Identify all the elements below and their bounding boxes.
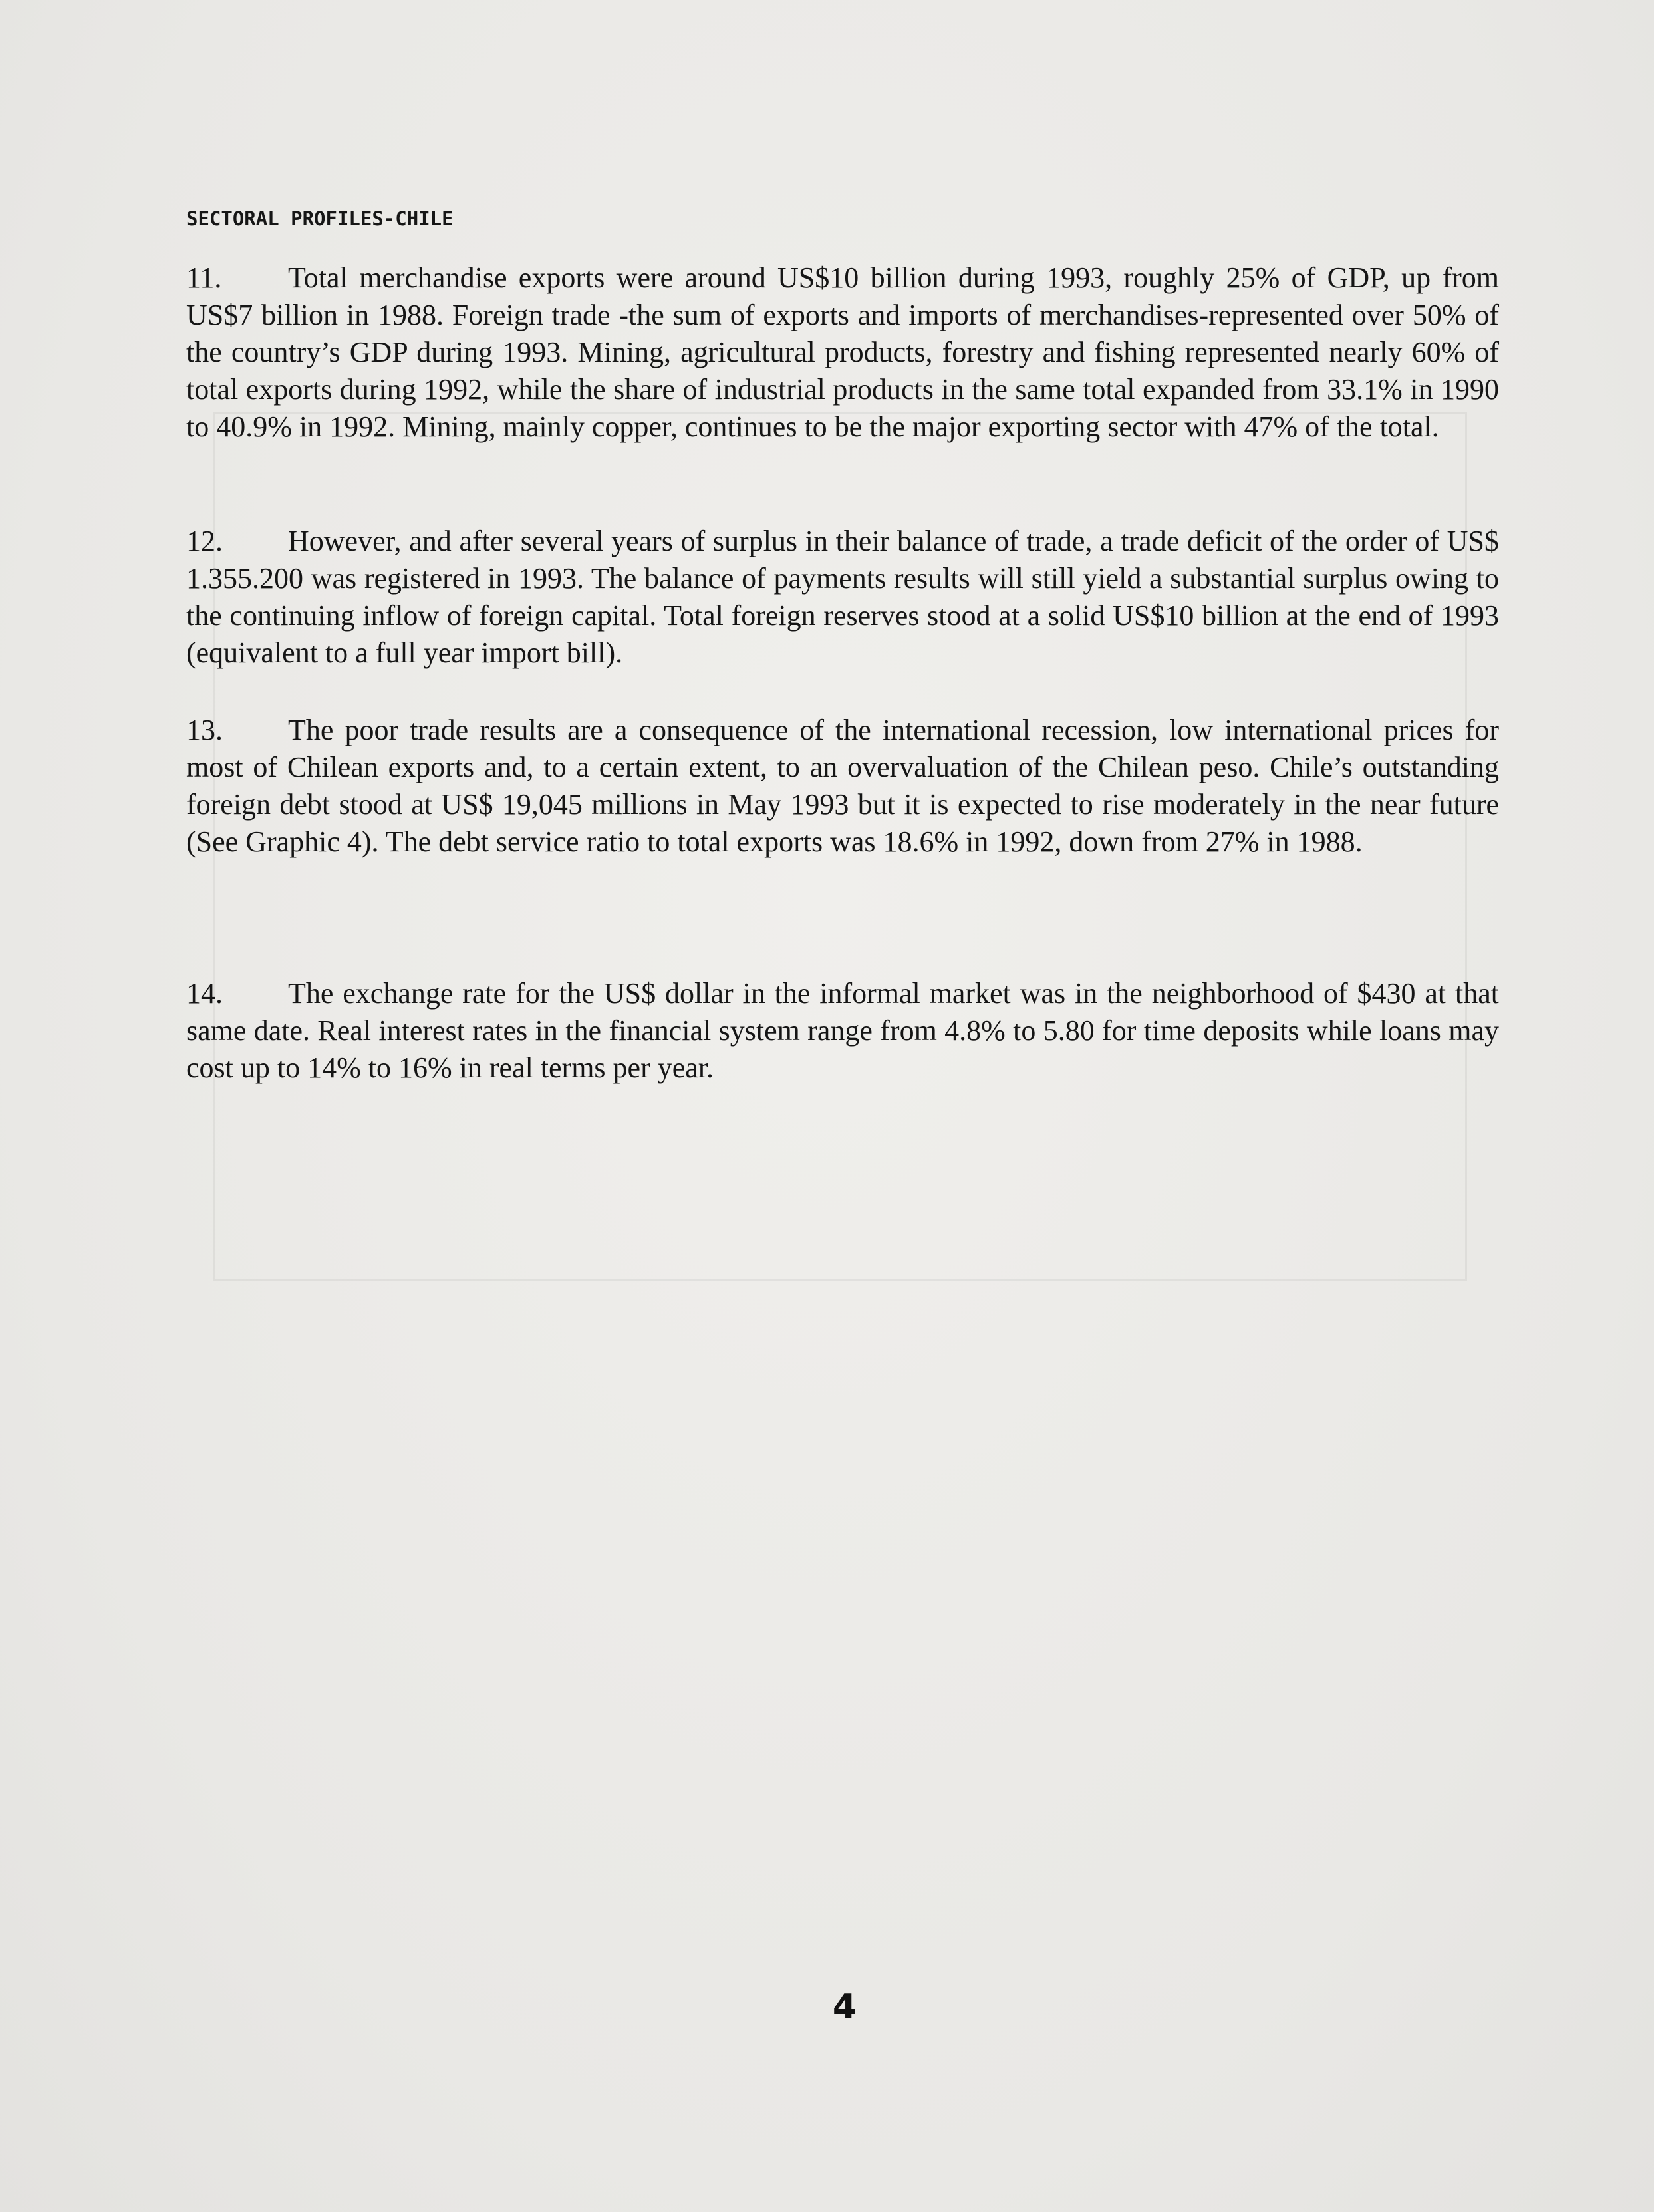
paragraph-number: 14. bbox=[186, 977, 223, 1010]
paragraph-text: However, and after several years of surplus in their balance of trade, a trade deficit of the order of US$ 1.355.200 was registered in 1993. The balance of payments results will still yield a substantial surplus owing to the continuing inflow of foreign capital. Total foreign reserves stood at a solid US$10 billion at the end of 1993 (equivalent to a full year import bill). bbox=[186, 525, 1499, 669]
paragraph-text: The poor trade results are a consequence of the international recession, low international prices for most of Chilean exports and, to a certain extent, to an overvaluation of the Chilean peso. Chile’s outstanding foreign debt stood at US$ 19,045 millions in May 1993 but it is expected to rise moderately in the near future (See Graphic 4). The debt service ratio to total exports was 18.6% in 1992, down from 27% in 1988. bbox=[186, 714, 1499, 858]
paragraph-14 bbox=[186, 975, 1499, 1087]
paragraph-text: Total merchandise exports were around US$10 billion during 1993, roughly 25% of GDP, up from US$7 billion in 1988. Foreign trade -the sum of exports and imports of merchandises-represented over 50% of the country’s GDP during 1993. Mining, agricultural products, forestry and fishing represented nearly 60% of total exports during 1992, while the share of industrial products in the same total expanded from 33.1% in 1990 to 40.9% in 1992. Mining, mainly copper, continues to be the major exporting sector with 47% of the total. bbox=[186, 261, 1499, 443]
paragraph-13 bbox=[186, 712, 1499, 861]
paragraph-number: 13. bbox=[186, 714, 223, 746]
paragraph-11 bbox=[186, 259, 1499, 446]
paragraph-number: 12. bbox=[186, 525, 223, 557]
paragraph-text: The exchange rate for the US$ dollar in the informal market was in the neighborhood of $430 at that same date. Real interest rates in the financial system range from 4.8% to 5.80 for time deposits while loans may cost up to 14% to 16% in real terms per year. bbox=[186, 977, 1499, 1084]
paragraph-number: 11. bbox=[186, 261, 222, 294]
paragraph-12 bbox=[186, 523, 1499, 672]
bleed-through-text bbox=[186, 1304, 1496, 1902]
page-header: SECTORAL PROFILES-CHILE bbox=[186, 207, 454, 230]
page-number: 4 bbox=[832, 1987, 857, 2027]
